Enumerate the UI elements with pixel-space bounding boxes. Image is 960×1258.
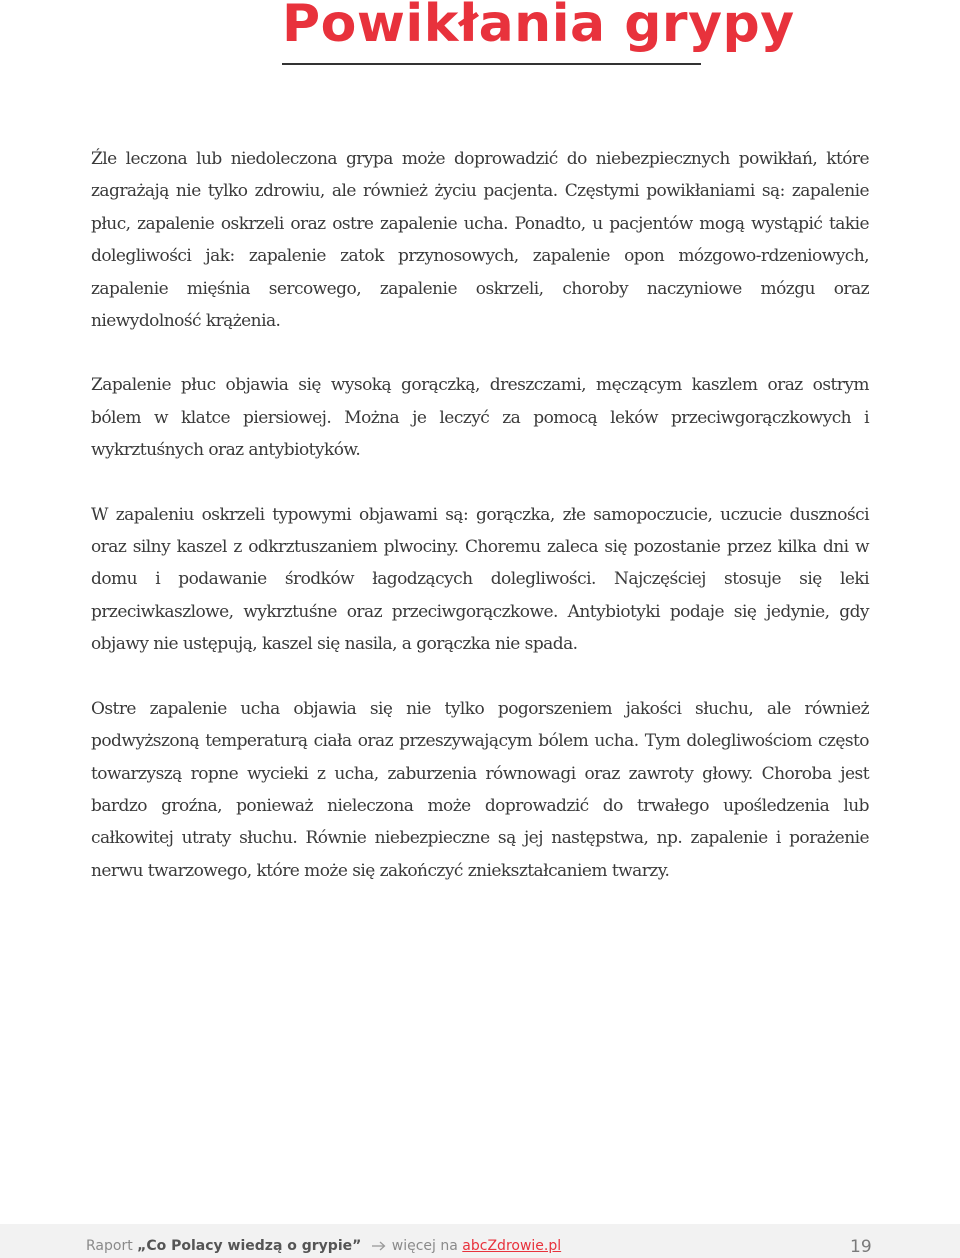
arrow-right-icon xyxy=(372,1236,386,1256)
title-underline xyxy=(282,63,701,65)
paragraph-bronchitis: W zapaleniu oskrzeli typowymi objawami są: gorączka, złe samopoczucie, uczucie duszności oraz silny kaszel z odkrztuszaniem plwociny. Choremu zaleca się pozostanie przez kilka dni w domu i podawanie środków łagodzących dolegliwości. Najczęściej stosuje się leki przeciwkaszlowe, wykrztuśne oraz przeciwgorączkowe. Antybiotyki podaje się jedynie, gdy objawy nie ustępują, kaszel się nasila, a gorączka nie spada. xyxy=(91,504,869,655)
footer-more-label: więcej na xyxy=(391,1238,463,1254)
page-title: Powikłania grypy xyxy=(282,0,795,54)
page-number: 19 xyxy=(850,1237,872,1257)
footer xyxy=(86,1236,561,1256)
footer-report-title: „Co Polacy wiedzą o grypie” xyxy=(137,1238,362,1254)
paragraph-pneumonia: Zapalenie płuc objawia się wysoką gorączką, dreszczami, męczącym kaszlem oraz ostrym bólem w klatce piersiowej. Można je leczyć za pomocą leków przeciwgorączkowych i wykrztuśnych oraz antybiotyków. xyxy=(91,375,869,461)
article-body xyxy=(91,143,869,919)
paragraph-otitis: Ostre zapalenie ucha objawia się nie tylko pogorszeniem jakości słuchu, ale również podwyższoną temperaturą ciała oraz przeszywającym bólem ucha. Tym dolegliwościom często towarzyszą ropne wycieki z ucha, zaburzenia równowagi oraz zawroty głowy. Choroba jest bardzo groźna, ponieważ nieleczona może doprowadzić do trwałego upośledzenia lub całkowitej utraty słuchu. Równie niebezpieczne są jej następstwa, np. zapalenie i porażenie nerwu twarzowego, które może się zakończyć zniekształcaniem twarzy. xyxy=(91,698,869,881)
footer-site-link[interactable]: abcZdrowie.pl xyxy=(462,1238,562,1254)
paragraph-complications: Źle leczona lub niedoleczona grypa może doprowadzić do niebezpiecznych powikłań, które zagrażają nie tylko zdrowiu, ale również życiu pacjenta. Częstymi powikłaniami są: zapalenie płuc, zapalenie oskrzeli oraz ostre zapalenie ucha. Ponadto, u pacjentów mogą wystąpić takie dolegliwości jak: zapalenie zatok przynosowych, zapalenie opon mózgowo-rdzeniowych, zapalenie mięśnia sercowego, zapalenie oskrzeli, choroby naczyniowe mózgu oraz niewydolność krążenia. xyxy=(91,149,869,332)
footer-prefix: Raport xyxy=(86,1238,138,1254)
